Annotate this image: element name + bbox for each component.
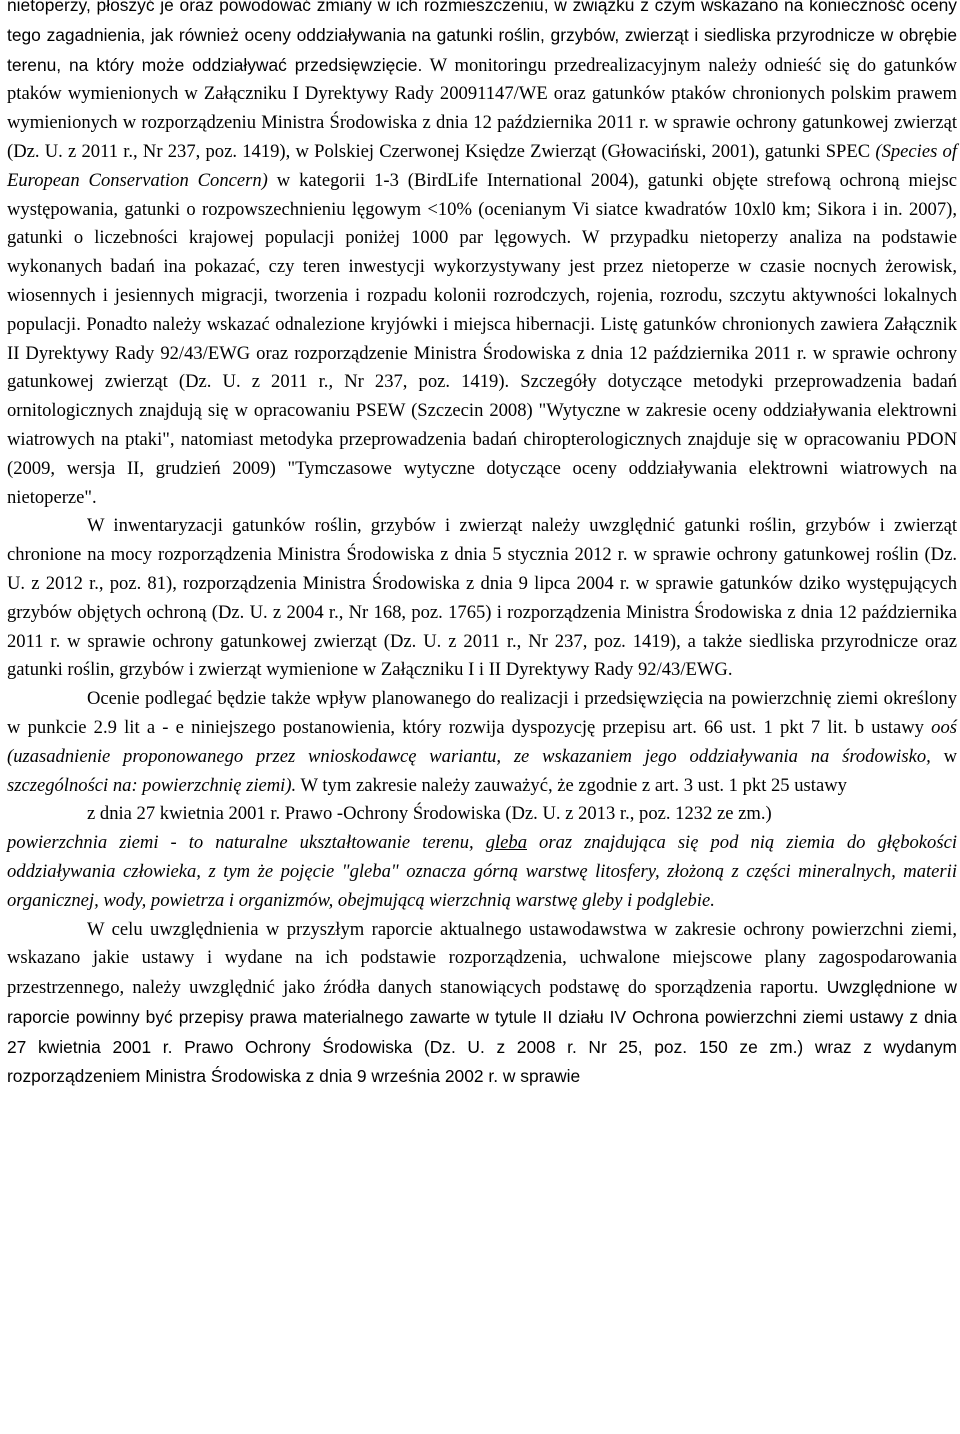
paragraph-segment: w: [930, 745, 957, 767]
paragraph-legislation: [7, 916, 957, 1093]
paragraph-soil-assessment: [7, 685, 957, 915]
paragraph-inventory: W inwentaryzacji gatunków roślin, grzybów i zwierząt należy uwzględnić gatunki roślin, grzybów i zwierząt chronione na mocy rozporządzenia Ministra Środowiska z dnia 5 stycznia 2012 r. w sprawie ochrony gatunkowej roślin (Dz. U. z 2012 r., poz. 81), rozporządzenia Ministra Środowiska z dnia 9 lipca 2004 r. w sprawie gatunków dziko występujących grzybów objętych ochroną (Dz. U. z 2004 r., Nr 168, poz. 1765) i rozporządzenia Ministra Środowiska z dnia 12 października 2011 r. w sprawie ochrony gatunkowej zwierząt (Dz. U. z 2011 r., Nr 237, poz. 1419), a także siedliska przyrodnicze oraz gatunki roślin, grzybów i zwierząt wymienione w Załączniku I i II Dyrektywy Rady 92/43/EWG.: [7, 515, 957, 681]
paragraph-segment: nietoperzy, płoszyć je oraz powodować zmiany w ich rozmieszczeniu, w związku z czym wskazano na konieczność oceny tego zagadnienia, jak również oceny oddziaływania na gatunki roślin, grzybów, zwierząt i siedliska przyrodnicze w obrębie terenu, na który może oddziaływać przedsięwzięcie.: [7, 0, 957, 75]
italic-phrase: (Species of European Conservation Concern): [7, 140, 958, 191]
paragraph-birds-bats: [7, 0, 957, 512]
paragraph-segment: z dnia 27 kwietnia 2001 r. Prawo -Ochrony Środowiska (Dz. U. z 2013 r., poz. 1232 ze zm.): [87, 803, 772, 825]
paragraph-segment: W tym zakresie należy zauważyć, że zgodnie z art. 3 ust. 1 pkt 25 ustawy: [296, 774, 847, 796]
italic-phrase: oraz znajdująca się pod nią ziemia do głębokości oddziaływania człowieka, z tym że pojęcie "gleba" oznacza górną warstwę litosfery, złożoną z części mineralnych, materii organicznej, wody, powietrza i organizmów, obejmującą wierzchnią warstwę gleby i podglebie.: [7, 832, 957, 911]
italic-phrase: powierzchnia ziemi - to naturalne ukształtowanie terenu,: [7, 832, 486, 854]
italic-phrase: szczególności na: powierzchnię ziemi).: [7, 774, 297, 796]
paragraph-segment: W monitoringu przedrealizacyjnym należy odnieść się do gatunków ptaków wymienionych w Załączniku I Dyrektywy Rady 20091147/WE oraz gatunków ptaków chronionych polskim prawem wymienionych w rozporządzeniu Ministra Środowiska z dnia 12 października 2011 r. w sprawie ochrony gatunkowej zwierząt (Dz. U. z 2011 r., Nr 237, poz. 1419), w Polskiej Czerwonej Księdze Zwierząt (Głowaciński, 2001), gatunki SPEC: [7, 54, 958, 162]
paragraph-segment: W przypadku nietoperzy analiza na podstawie wykonanych badań ina pokazać, czy teren inwestycji wykorzystywany jest przez nietoperze w czasie nocnych żerowisk, wiosennych i jesiennych migracji, tworzenia i rozpadu kolonii rozrodczych, rojenia, rozrodu, szczytu aktywności lokalnych populacji. Ponadto należy wskazać odnalezione kryjówki i miejsca hibernacji. Listę gatunków chronionych zawiera Załącznik II Dyrektywy Rady 92/43/EWG oraz rozporządzenie Ministra Środowiska z dnia 12 października 2011 r. w sprawie ochrony gatunkowej zwierząt (Dz. U. z 2011 r., Nr 237, poz. 1419). Szczegóły dotyczące metodyki przeprowadzenia badań ornitologicznych znajdują się w opracowaniu PSEW (Szczecin 2008) "Wytyczne w zakresie oceny oddziaływania elektrowni wiatrowych na ptaki", natomiast metodyka przeprowadzenia badań chiropterologicznych znajduje się w opracowaniu PDON (2009, wersja II, grudzień 2009) "Tymczasowe wytyczne dotyczące oceny oddziaływania elektrowni wiatrowych na nietoperze".: [7, 227, 957, 508]
paragraph-segment: W celu uwzględnienia w przyszłym raporcie aktualnego ustawodawstwa w zakresie ochrony powierzchni ziemi, wskazano jakie ustawy i wydane na ich podstawie rozporządzenia, uchwalone miejscowe plany zagospodarowania przestrzennego, należy uwzględnić jako źródła danych stanowiących podstawę do sporządzenia raportu.: [7, 918, 957, 999]
paragraph-segment: Ocenie podlegać będzie także wpływ planowanego do realizacji i przedsięwzięcia na powierzchnię ziemi określony w punkcie 2.9 lit a - e niniejszego postanowienia, który rozwija dyspozycję przepisu art. 66 ust. 1 pkt 7 lit. b ustawy: [7, 688, 957, 738]
paragraph-segment: w kategorii 1-3 (BirdLife International 2004), gatunki objęte strefową ochroną miejsc występowania, gatunki o rozpowszechnieniu lęgowym <10% (ocenianym Vi siatce kwadratów 10xl0 km; Sikora i in. 2007), gatunki o liczebności krajowej populacji poniżej 1000 par lęgowych.: [7, 169, 958, 249]
underlined-term: gleba: [485, 832, 528, 854]
paragraph-segment: Uwzględnione w raporcie powinny być przepisy prawa materialnego zawarte w tytule II działu IV Ochrona powierzchni ziemi ustawy z dnia 27 kwietnia 2001 r. Prawo Ochrony Środowiska (Dz. U. z 2008 r. Nr 25, poz. 150 ze zm.) wraz z wydanym rozporządzeniem Ministra Środowiska z dnia 9 września 2002 r. w sprawie: [7, 977, 957, 1087]
italic-phrase: ooś (uzasadnienie proponowanego przez wnioskodawcę wariantu, ze wskazaniem jego oddziaływania na środowisko,: [7, 716, 957, 767]
document-body: [7, 0, 957, 1092]
document-page: [7, 0, 957, 1101]
